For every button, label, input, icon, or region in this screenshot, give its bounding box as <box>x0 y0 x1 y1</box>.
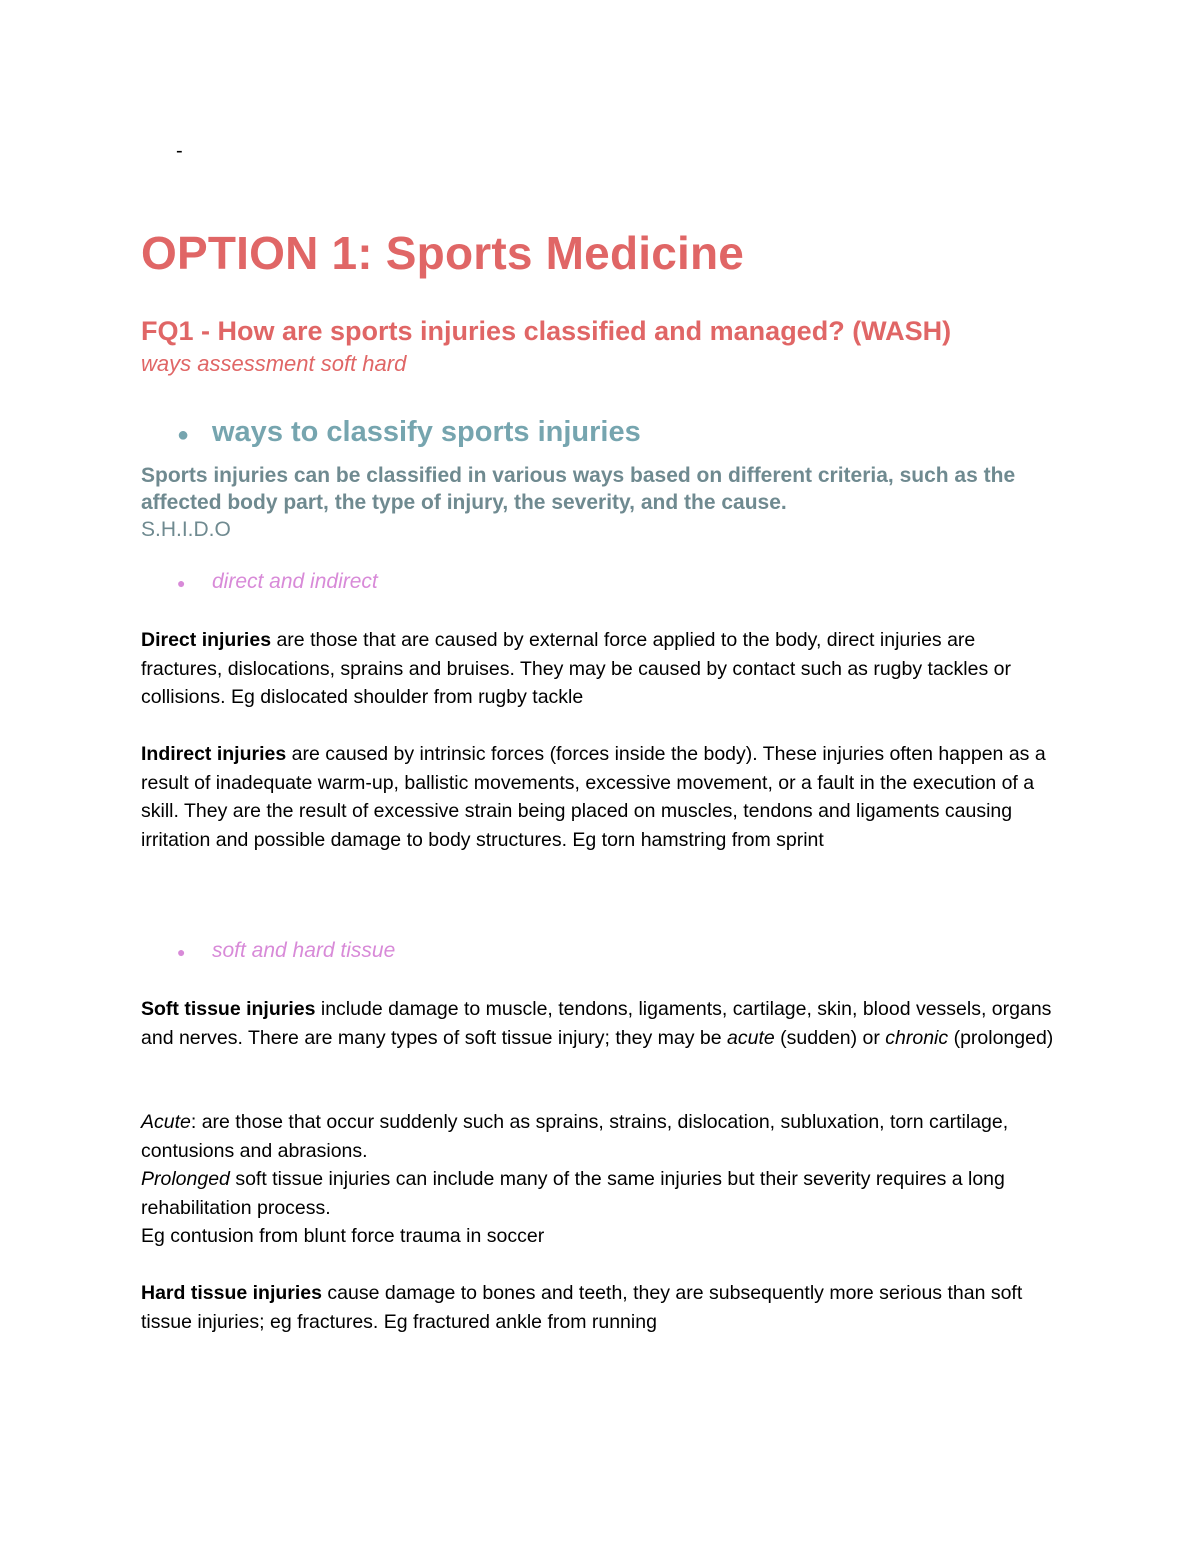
bullet-icon: ● <box>177 424 190 446</box>
paragraph-indirect-injuries <box>141 740 1061 854</box>
bullet-soft-hard-tissue-text: soft and hard tissue <box>212 939 396 962</box>
word-acute: acute <box>727 1026 775 1049</box>
section-heading-text: ways to classify sports injuries <box>212 416 641 448</box>
term-direct-injuries: Direct injuries <box>141 629 272 651</box>
leading-dash: - <box>176 140 183 162</box>
text-prolonged: soft tissue injuries can include many of the same injuries but their severity requires a long rehabilitation process. <box>141 1168 1005 1219</box>
word-chronic: chronic <box>885 1026 949 1049</box>
paragraph-soft-tissue <box>141 995 1061 1052</box>
intro-acronym: S.H.I.D.O <box>141 518 231 541</box>
term-prolonged: Prolonged <box>141 1168 230 1191</box>
bullet-direct-indirect-text: direct and indirect <box>212 570 378 593</box>
paragraph-hard-tissue <box>141 1279 1061 1336</box>
paragraph-direct-injuries <box>141 626 1061 712</box>
bullet-soft-hard-tissue <box>177 939 395 963</box>
bullet-direct-indirect <box>177 570 378 594</box>
term-indirect-injuries: Indirect injuries <box>141 743 287 765</box>
term-acute: Acute <box>141 1111 191 1133</box>
text-soft-example: Eg contusion from blunt force trauma in soccer <box>141 1225 545 1248</box>
text-indirect-injuries: are caused by intrinsic forces (forces inside the body). These injuries often happen as a result of inadequate warm-up, ballistic movements, excessive movement, or a fault in the execution of a skill. They are the result of excessive strain being placed on muscles, tendons and ligaments causing irritation and possible damage to body structures. Eg torn hamstring from sprint <box>141 743 1046 851</box>
bullet-icon: ● <box>177 944 186 960</box>
section-heading-classify <box>177 416 641 449</box>
term-hard-tissue: Hard tissue injuries <box>141 1282 322 1304</box>
text-direct-injuries: are those that are caused by external force applied to the body, direct injuries are fractures, dislocations, sprains and bruises. They may be caused by contact such as rugby tackles or collisions. Eg dislocated shoulder from rugby tackle <box>141 629 1011 709</box>
text-soft-tissue-a: include damage to muscle, tendons, ligaments, cartilage, skin, blood vessels, organs and nerves. There are many types of soft tissue injury; they may be <box>141 998 1052 1049</box>
intro-paragraph <box>141 462 1061 543</box>
text-soft-tissue-b: (sudden) or <box>774 1026 886 1049</box>
page-title: OPTION 1: Sports Medicine <box>141 227 745 279</box>
intro-text: Sports injuries can be classified in various ways based on different criteria, such as the affected body part, the type of injury, the severity, and the cause. <box>141 464 1016 514</box>
bullet-icon: ● <box>177 575 186 591</box>
focus-question-heading: FQ1 - How are sports injuries classified and managed? (WASH) <box>141 316 952 346</box>
text-acute: : are those that occur suddenly such as sprains, strains, dislocation, subluxation, torn cartilage, contusions and abrasions. <box>141 1111 1009 1162</box>
text-soft-tissue-c: (prolonged) <box>948 1026 1054 1049</box>
text-hard-tissue: cause damage to bones and teeth, they are subsequently more serious than soft tissue injuries; eg fractures. Eg fractured ankle from running <box>141 1282 1023 1333</box>
paragraph-acute-prolonged <box>141 1108 1061 1251</box>
term-soft-tissue: Soft tissue injuries <box>141 998 316 1020</box>
focus-question-subtitle: ways assessment soft hard <box>141 351 407 376</box>
